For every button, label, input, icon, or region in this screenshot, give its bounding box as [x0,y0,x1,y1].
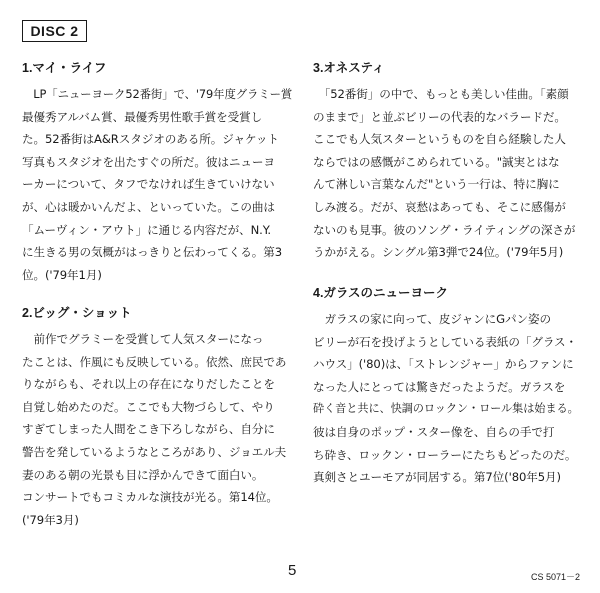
body-line: ないのも見事。彼のソング・ライティングの深さが [313,222,576,237]
body-line: 彼は自身のポップ・スター像を、自らの手で打 [313,424,555,439]
body-line: 「ムーヴィン・アウト」に通じる内容だが、N.Y. [22,222,271,237]
body-line: 最優秀アルバム賞、最優秀男性歌手賞を受賞し [22,109,263,124]
track-title: 1.マイ・ライフ [22,61,107,75]
body-line: ち砕き、ロックン・ローラーにたちもどったのだ。 [313,447,577,462]
body-line: ガラスの家に向って、皮ジャンにGパン姿の [313,312,551,326]
body-line: 砕く音と共に、快調のロックン・ロール集は始まる。 [313,402,579,416]
body-line: 警告を発しているようなところがあり、ジョエル夫 [22,444,287,459]
body-line: ーカーについて、タフでなければ生きていけない [22,177,275,192]
body-line: りながらも、それ以上の存在になりだしたことを [22,377,275,392]
body-line: た。52番街はA&Rスタジオのある所。ジャケット [22,132,279,147]
track-title: 3.オネスティ [313,61,385,75]
body-line: んて淋しい言葉なんだ"という一行は、特に胸に [313,177,560,192]
body-line: すぎてしまった人間をこき下ろしながら、自分に [22,422,275,437]
disc-label: DISC 2 [22,20,87,42]
body-line: が、心は暖かいんだよ、といっていた。この曲は [22,199,275,214]
body-line: 妻のある朝の光景も目に浮かんできて面白い。 [22,467,264,482]
body-line: のままで」と並ぶビリーの代表的なバラードだ。 [313,109,566,124]
body-line: ここでも人気スターというものを自ら経験した人 [313,132,566,147]
body-line: 写真もスタジオを出たすぐの所だ。彼はニューヨ [22,154,275,169]
catalog-number: CS 5071－2 [530,572,580,582]
body-line: 「52番街」の中で、もっとも美しい佳曲。「素顔 [313,87,569,101]
page-number: 5 [288,562,297,579]
body-line: なった人にとっては驚きだったようだ。ガラスを [313,379,566,394]
body-line: うかがえる。シングル第3弾で24位。('79年5月) [313,245,564,260]
body-line: ハウス」('80)は、「ストレンジャー」からファンに [313,357,574,372]
body-line: コンサートでもコミカルな演技が光る。第14位。 [22,490,278,505]
track-title: 4.ガラスのニューヨーク [313,286,449,300]
body-line: ('79年3月) [22,512,79,527]
track-section-3 [313,58,583,264]
body-line: 位。('79年1月) [22,267,102,282]
body-line: LP「ニューヨーク52番街」で、'79年度グラミー賞 [22,87,293,101]
track-section-4 [313,283,583,489]
body-line: 真剣さとユーモアが同居する。第7位('80年5月) [313,470,561,485]
body-line: 自覚し始めたのだ。ここでも大物づらして、やり [22,399,275,414]
body-line: たことは、作風にも反映している。依然、庶民であ [22,354,287,369]
body-line: しみ渡る。だが、哀愁はあっても、そこに感傷が [313,199,566,214]
body-line: ビリーが石を投げようとしている表紙の「グラス・ [313,334,578,349]
track-section-1 [22,58,292,286]
body-line: に生きる男の気概がはっきりと伝わってくる。第3 [22,245,283,260]
track-title: 2.ビッグ・ショット [22,306,132,320]
body-line: ならではの感慨がこめられている。"誠実とはな [313,154,560,169]
track-section-2 [22,303,292,531]
body-line: 前作でグラミーを受賞して人気スターになっ [22,332,264,346]
